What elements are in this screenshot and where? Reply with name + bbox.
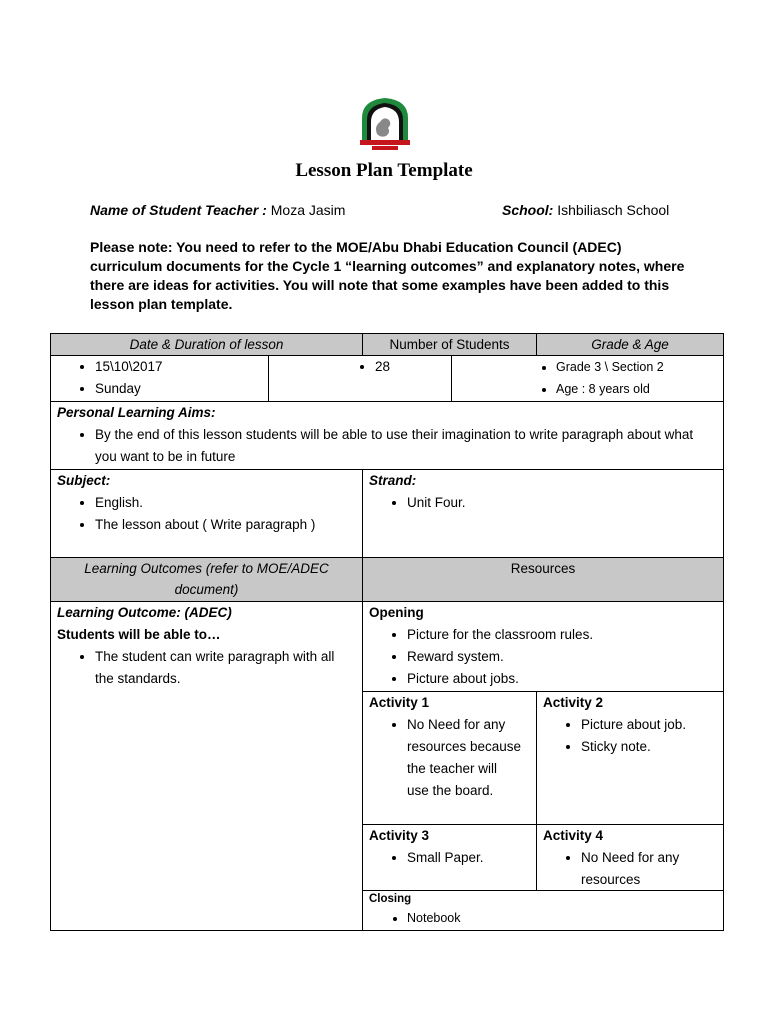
school-label: School:: [502, 202, 554, 218]
subject-item: • English.: [95, 492, 356, 514]
header-date-duration: Date & Duration of lesson: [50, 333, 363, 356]
teacher-name: Moza Jasim: [270, 202, 346, 218]
closing-label: Closing: [369, 893, 412, 905]
students-value: • 28: [375, 356, 451, 378]
age-value: • Age : 8 years old: [556, 378, 723, 400]
subject-cell: [50, 469, 363, 558]
activity-2-item: • Picture about job.: [581, 714, 717, 736]
aims-label: Personal Learning Aims:: [57, 405, 216, 420]
activity-1-cell: [362, 691, 537, 825]
opening-cell: [362, 601, 724, 692]
strand-item: • Unit Four.: [407, 492, 717, 514]
date-cell: [50, 355, 269, 402]
opening-item: • Reward system.: [407, 646, 717, 668]
learning-aims-cell: [50, 401, 724, 470]
header-resources: Resources: [362, 557, 724, 602]
activity-4-item: • No Need for any resources: [581, 847, 703, 891]
strand-cell: [362, 469, 724, 558]
activity-1-label: Activity 1: [369, 695, 430, 710]
grade-value: • Grade 3 \ Section 2: [556, 356, 723, 378]
closing-cell: [362, 890, 724, 931]
subject-item: • The lesson about ( Write paragraph ): [95, 514, 356, 536]
activity-3-label: Activity 3: [369, 828, 430, 843]
activity-4-cell: [536, 824, 724, 891]
date-value: • 15\10\2017: [95, 356, 268, 378]
activity-3-item: • Small Paper.: [407, 847, 530, 869]
school-name: Ishbiliasch School: [557, 202, 670, 218]
day-value: • Sunday: [95, 378, 268, 400]
opening-item: • Picture about jobs.: [407, 668, 717, 690]
strand-label: Strand:: [369, 473, 417, 488]
activity-2-cell: [536, 691, 724, 825]
teacher-label: Name of Student Teacher :: [90, 202, 267, 218]
activity-1-item: • No Need for any resources because the teacher will use the board.: [407, 714, 522, 802]
outcome-text: • The student can write paragraph with all the standards.: [95, 646, 356, 690]
activity-2-label: Activity 2: [543, 695, 604, 710]
header-learning-outcomes: Learning Outcomes (refer to MOE/ADEC document): [50, 557, 363, 602]
school-line: [502, 202, 669, 218]
teacher-line: [90, 202, 345, 218]
grade-cell: [451, 355, 724, 402]
subject-label: Subject:: [57, 473, 111, 488]
aims-text: • By the end of this lesson students will be able to use their imagination to write paragraph about what you want to be in future: [95, 424, 713, 468]
learning-outcome-cell: [50, 601, 363, 931]
opening-item: • Picture for the classroom rules.: [407, 624, 717, 646]
activity-4-label: Activity 4: [543, 828, 604, 843]
students-cell: [268, 355, 452, 402]
outcome-label: Learning Outcome: (ADEC): [57, 605, 232, 620]
opening-label: Opening: [369, 605, 424, 620]
instruction-note: Please note: You need to refer to the MOE/Abu Dhabi Education Council (ADEC) curriculum documents for the Cycle 1 “learning outcomes” and explanatory notes, where there are ideas for activities. You will note that some examples have been added to this lesson plan template.: [90, 239, 685, 312]
document-title: Lesson Plan Template: [295, 160, 473, 181]
activity-2-item: • Sticky note.: [581, 736, 717, 758]
school-emblem-logo: [358, 96, 412, 152]
activity-3-cell: [362, 824, 537, 891]
header-number-of-students: Number of Students: [362, 333, 537, 356]
header-grade-age: Grade & Age: [536, 333, 724, 356]
closing-item: • Notebook: [407, 908, 717, 928]
able-label: Students will be able to…: [57, 627, 221, 642]
